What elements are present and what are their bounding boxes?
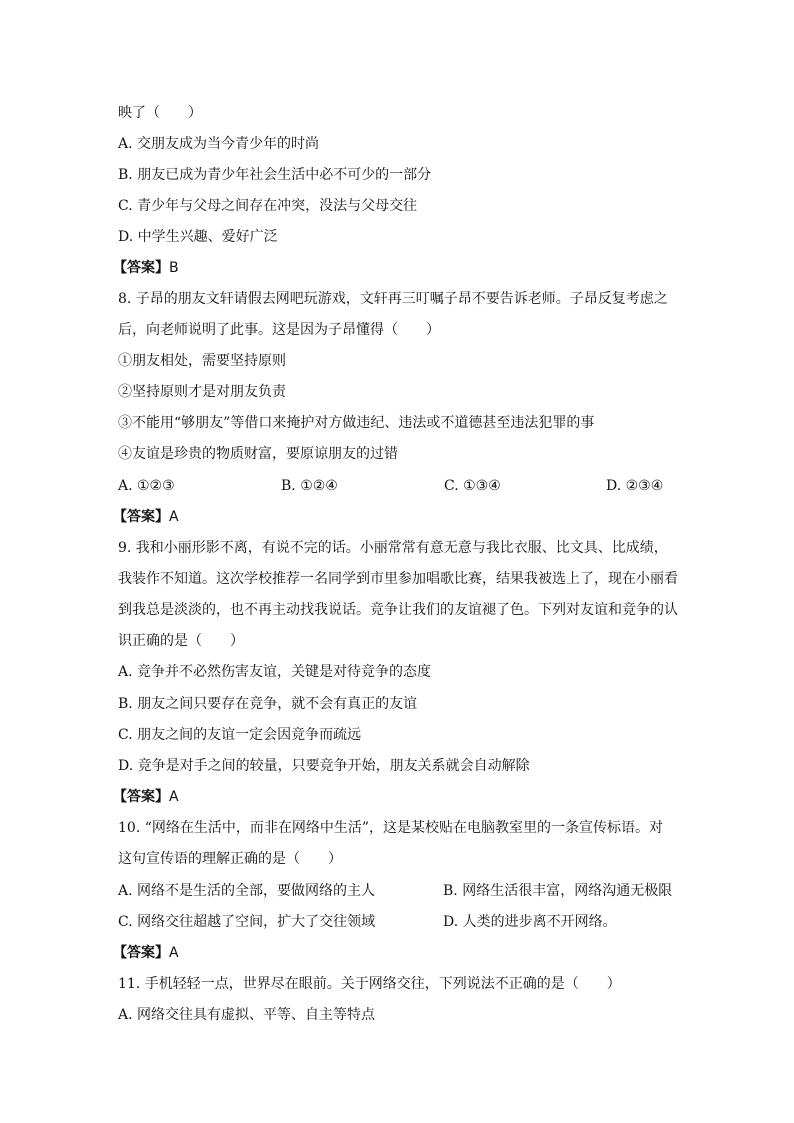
q8-option-c: C. ①③④: [444, 478, 501, 494]
q9-answer-label: 【答案】: [113, 789, 169, 805]
q8-answer-value: A: [169, 509, 179, 525]
q7-option-b: B. 朋友已成为青少年社会生活中必不可少的一部分: [118, 167, 432, 183]
q10-answer: [113, 943, 673, 963]
q9-option-c: C. 朋友之间的友谊一定会因竞争而疏远: [118, 727, 362, 743]
q7-option-a: A. 交朋友成为当今青少年的时尚: [118, 136, 320, 152]
q10-stem-line-2: 这句宣传语的理解正确的是（ ）: [118, 851, 342, 867]
q7-option-d: D. 中学生兴趣、爱好广泛: [118, 229, 278, 245]
q8-option-d: D. ②③④: [606, 478, 664, 494]
q10-answer-value: A: [169, 945, 179, 961]
q8-statement-4: ④友谊是珍贵的物质财富，要原谅朋友的过错: [118, 446, 398, 462]
q8-statement-2: ②坚持原则才是对朋友负责: [118, 384, 286, 400]
q9-option-b: B. 朋友之间只要存在竞争，就不会有真正的友谊: [118, 696, 418, 712]
q9-stem-line-3: 到我总是淡淡的，也不再主动找我说话。竞争让我们的友谊褪了色。下列对友谊和竞争的认: [118, 602, 678, 618]
q8-stem-line-2: 后，向老师说明了此事。这是因为子昂懂得（ ）: [118, 322, 440, 338]
q8-answer: [113, 507, 673, 527]
q11-stem-line-1: 11. 手机轻轻一点，世界尽在眼前。关于网络交往，下列说法不正确的是（ ）: [118, 976, 621, 992]
q7-stem-tail: 映了（ ）: [118, 105, 202, 121]
q9-option-d: D. 竞争是对手之间的较量，只要竞争开始，朋友关系就会自动解除: [118, 758, 530, 774]
q7-answer-value: B: [169, 260, 179, 276]
q10-option-d: D. 人类的进步离不开网络。: [443, 914, 617, 930]
q10-option-c: C. 网络交往超越了空间，扩大了交往领域: [118, 914, 376, 930]
q7-answer: [113, 258, 673, 278]
q8-statement-3: ③不能用“够朋友”等借口来掩护对方做违纪、违法或不道德甚至违法犯罪的事: [118, 415, 595, 431]
q8-statement-1: ①朋友相处，需要坚持原则: [118, 353, 286, 369]
q8-option-a: A. ①②③: [118, 478, 175, 494]
q10-option-a: A. 网络不是生活的全部，要做网络的主人: [118, 883, 376, 899]
q10-option-b: B. 网络生活很丰富，网络沟通无极限: [443, 883, 673, 899]
q8-option-b: B. ①②④: [281, 478, 338, 494]
q9-option-a: A. 竞争并不必然伤害友谊，关键是对待竞争的态度: [118, 664, 432, 680]
q9-answer: [113, 787, 673, 807]
q9-stem-line-4: 识正确的是（ ）: [118, 633, 244, 649]
q8-stem-line-1: 8. 子昂的朋友文轩请假去网吧玩游戏，文轩再三叮嘱子昂不要告诉老师。子昂反复考虑之: [118, 291, 668, 307]
q7-answer-label: 【答案】: [113, 260, 169, 276]
q10-answer-label: 【答案】: [113, 945, 169, 961]
q7-option-c: C. 青少年与父母之间存在冲突，没法与父母交往: [118, 198, 418, 214]
q11-option-a: A. 网络交往具有虚拟、平等、自主等特点: [118, 1007, 376, 1023]
q9-stem-line-2: 我装作不知道。这次学校推荐一名同学到市里参加唱歌比赛，结果我被选上了，现在小丽看: [118, 571, 678, 587]
q9-answer-value: A: [169, 789, 179, 805]
q10-stem-line-1: 10. “网络在生活中，而非在网络中生活”，这是某校贴在电脑教室里的一条宣传标语。对: [118, 820, 664, 836]
q8-answer-label: 【答案】: [113, 509, 169, 525]
q9-stem-line-1: 9. 我和小丽形影不离，有说不完的话。小丽常常有意无意与我比衣服、比文具、比成绩，: [118, 540, 668, 556]
